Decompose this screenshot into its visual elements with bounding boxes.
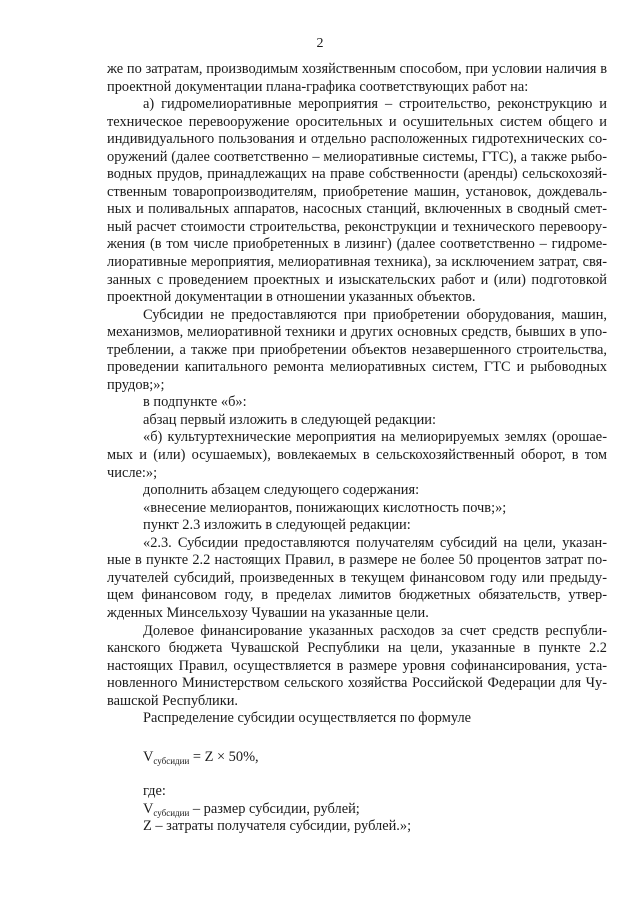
text-line: проектной документации в отношении указанных объектов. [107,289,476,306]
text-line: механизмов, мелиоративной техники и других основных средств, бывших в упо- [107,324,607,341]
page-number: 2 [316,36,324,51]
text-line: «б) культуртехнические мероприятия на мелиорируемых землях (орошае- [143,429,607,446]
text-line: а) гидромелиоративные мероприятия – строительство, реконструкцию и [143,96,607,113]
text-line: жденных Минсельхозу Чувашии на указанные цели. [107,604,429,621]
where-v-text: – размер субсидии, рублей; [189,800,360,817]
text-line: щем финансовом году, в пределах лимитов бюджетных обязательств, утвер- [107,587,607,604]
text-line: «внесение мелиорантов, понижающих кислотность почв;»; [143,499,507,516]
text-line: новленного Министерством сельского хозяйства Российской Федерации для Чу- [107,675,607,692]
text-line: индивидуального пользования и отдельно расположенных гидротехнических со- [107,131,607,148]
paragraph [107,412,607,430]
text-line: абзац первый изложить в следующей редакции: [143,411,437,428]
text-line: Долевое финансирование указанных расходов за счет средств республи- [143,622,607,639]
where-v-definition [107,801,607,819]
paragraph [107,710,607,728]
text-line: треблении, а также при приобретении объектов незавершенного строительства, [107,341,607,358]
text-line: лучателей субсидий, произведенных в текущем финансовом году или предыду- [107,569,607,586]
text-line: проведении капитального ремонта мелиоративных систем, ГТС и рыбоводных [107,359,607,376]
text-line: канского бюджета Чувашской Республики на цели, указанные в пункте 2.2 [107,640,607,657]
document-body [107,61,607,836]
paragraph [107,623,607,711]
paragraphs [107,61,607,728]
paragraph [107,517,607,535]
formula-subscript: субсидии [153,755,190,766]
text-line: пункт 2.3 изложить в следующей редакции: [143,517,411,534]
text-line: ные в пункте 2.2 настоящих Правил, в размере не более 50 процентов затрат по- [107,552,607,569]
text-line: настоящих Правил, осуществляется в размере уровня софинансирования, уста- [107,657,607,674]
text-line: техническое перевооружение оросительных и осушительных систем общего и [107,113,607,130]
formula [107,749,607,767]
text-line: числе:»; [107,464,158,481]
where-label: где: [143,783,166,800]
paragraph [107,535,607,623]
text-line: лиоративные мероприятия, мелиоративная техника), за исключением затрат, свя- [107,254,607,271]
paragraph [107,96,607,307]
text-line: же по затратам, производимым хозяйственным способом, при условии наличия в [107,61,607,77]
text-line: мых и (или) осушаемых), вовлекаемых в сельскохозяйственный оборот, в том [107,447,607,464]
text-line: Субсидии не предоставляются при приобретении оборудования, машин, [143,306,607,323]
spacer [107,728,607,749]
paragraph [107,500,607,518]
text-line: ный расчет стоимости строительства, реконструкции и технического перевоору- [107,218,607,235]
text-line: прудов;»; [107,376,165,393]
where-z-definition: Z – затраты получателя субсидии, рублей.»; [143,818,412,835]
text-line: оружений (далее соответственно – мелиоративные системы, ГТС), а также рыбо- [107,148,607,165]
formula-v: V [143,748,154,765]
text-line: проектной документации плана-графика соответствующих работ на: [107,78,529,95]
paragraph [107,394,607,412]
text-line: Распределение субсидии осуществляется по формуле [143,710,472,727]
text-line: ных и поливальных аппаратов, насосных станций, включенных в сводный смет- [107,201,607,218]
text-line: «2.3. Субсидии предоставляются получателям субсидий на цели, указан- [143,534,607,551]
paragraph [107,429,607,482]
text-line: ственным товаропроизводителям, приобретение машин, установок, дождеваль- [107,183,607,200]
paragraph [107,61,607,96]
text-line: водных прудов, принадлежащих на праве собственности (аренды) сельскохозяй- [107,166,607,183]
paragraph [107,307,607,395]
formula-rhs: = Z × 50%, [189,748,259,765]
text-line: в подпункте «б»: [143,394,247,411]
spacer [107,766,607,783]
where-v-subscript: субсидии [153,807,190,818]
where-v: V [143,800,154,817]
paragraph [107,482,607,500]
text-line: дополнить абзацем следующего содержания: [143,482,420,499]
text-line: вашской Республики. [107,692,239,709]
text-line: занных с проведением проектных и изыскательских работ и (или) подготовкой [107,271,607,288]
text-line: жения (в том числе приобретенных в лизинг) (далее соответственно – гидроме- [107,236,607,253]
